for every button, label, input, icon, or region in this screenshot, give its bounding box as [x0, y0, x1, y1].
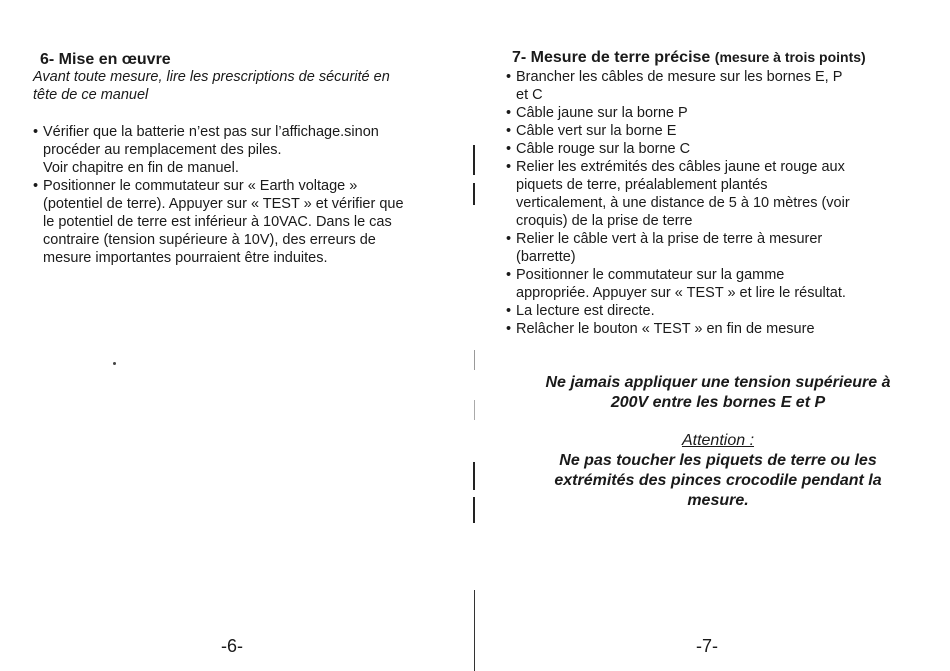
list-item: [33, 123, 463, 177]
list-item-line: (potentiel de terre). Appuyer sur « TEST » et vérifier que: [43, 196, 404, 212]
list-item-line: croquis) de la prise de terre: [516, 213, 693, 229]
bullet-icon: •: [506, 69, 512, 85]
safety-intro: [33, 68, 463, 104]
list-item-line: Câble jaune sur la borne P: [516, 105, 688, 121]
heading-main: 7- Mesure de terre précise: [512, 49, 711, 66]
list-item-line: La lecture est directe.: [516, 303, 655, 319]
list-item: [506, 104, 936, 122]
bullet-icon: •: [33, 178, 39, 194]
list-item: [506, 122, 936, 140]
bullet-icon: •: [33, 124, 39, 140]
page-number-7: -7-: [696, 636, 718, 656]
list-item-line: Câble rouge sur la borne C: [516, 141, 691, 157]
attention-title: Attention :: [681, 432, 755, 449]
bullet-icon: •: [506, 105, 512, 121]
instruction-list-7: [506, 68, 936, 338]
list-item-line: verticalement, à une distance de 5 à 10 mètres (voir: [516, 195, 850, 211]
list-item-line: et C: [516, 87, 543, 103]
list-item: [506, 302, 936, 320]
bullet-icon: •: [506, 141, 512, 157]
list-item-line: Positionner le commutateur sur la gamme: [516, 267, 785, 283]
list-item-line: (barrette): [516, 249, 576, 265]
attention-block: [498, 431, 938, 511]
intro-line: Avant toute mesure, lire les prescriptions de sécurité en: [33, 69, 390, 85]
list-item-line: Relâcher le bouton « TEST » en fin de mesure: [516, 321, 815, 337]
bullet-icon: •: [506, 303, 512, 319]
list-item-line: le potentiel de terre est inférieur à 10VAC. Dans le cas: [43, 214, 392, 230]
scan-speck: [113, 362, 116, 365]
heading-sub: (mesure à trois points): [714, 49, 866, 65]
list-item: [506, 266, 936, 302]
bullet-icon: •: [506, 267, 512, 283]
bullet-icon: •: [506, 321, 512, 337]
voltage-warning: [498, 373, 938, 413]
section-heading-7: [512, 48, 866, 67]
page-number-6: -6-: [221, 636, 243, 656]
section-heading-6: 6- Mise en œuvre: [40, 51, 171, 68]
list-item-line: Relier les extrémités des câbles jaune et rouge aux: [516, 159, 845, 175]
list-item-line: contraire (tension supérieure à 10V), des erreurs de: [43, 232, 376, 248]
instruction-list-6: [33, 123, 463, 267]
list-item-line: piquets de terre, préalablement plantés: [516, 177, 768, 193]
attention-line: Ne pas toucher les piquets de terre ou les: [559, 452, 877, 469]
bullet-icon: •: [506, 231, 512, 247]
right-page: [478, 0, 950, 671]
list-item: [506, 320, 936, 338]
list-item: [33, 177, 463, 267]
intro-line: tête de ce manuel: [33, 87, 149, 103]
list-item-line: Brancher les câbles de mesure sur les bornes E, P: [516, 69, 843, 85]
list-item-line: Vérifier que la batterie n’est pas sur l’affichage.sinon: [43, 124, 379, 140]
attention-line: extrémités des pinces crocodile pendant la: [554, 472, 882, 489]
list-item-line: Positionner le commutateur sur « Earth voltage »: [43, 178, 358, 194]
list-item-line: Relier le câble vert à la prise de terre à mesurer: [516, 231, 823, 247]
left-page: [0, 0, 472, 671]
list-item-line: appropriée. Appuyer sur « TEST » et lire le résultat.: [516, 285, 846, 301]
bullet-icon: •: [506, 159, 512, 175]
list-item-line: Câble vert sur la borne E: [516, 123, 677, 139]
warning-line: 200V entre les bornes E et P: [610, 394, 826, 411]
list-item-line: Voir chapitre en fin de manuel.: [43, 160, 239, 176]
list-item: [506, 68, 936, 104]
bullet-icon: •: [506, 123, 512, 139]
list-item-line: procéder au remplacement des piles.: [43, 142, 282, 158]
list-item: [506, 140, 936, 158]
warning-line: Ne jamais appliquer une tension supérieure à: [545, 374, 891, 391]
list-item-line: mesure importantes pourraient être induites.: [43, 250, 328, 266]
list-item: [506, 158, 936, 230]
attention-line: mesure.: [687, 492, 749, 509]
list-item: [506, 230, 936, 266]
